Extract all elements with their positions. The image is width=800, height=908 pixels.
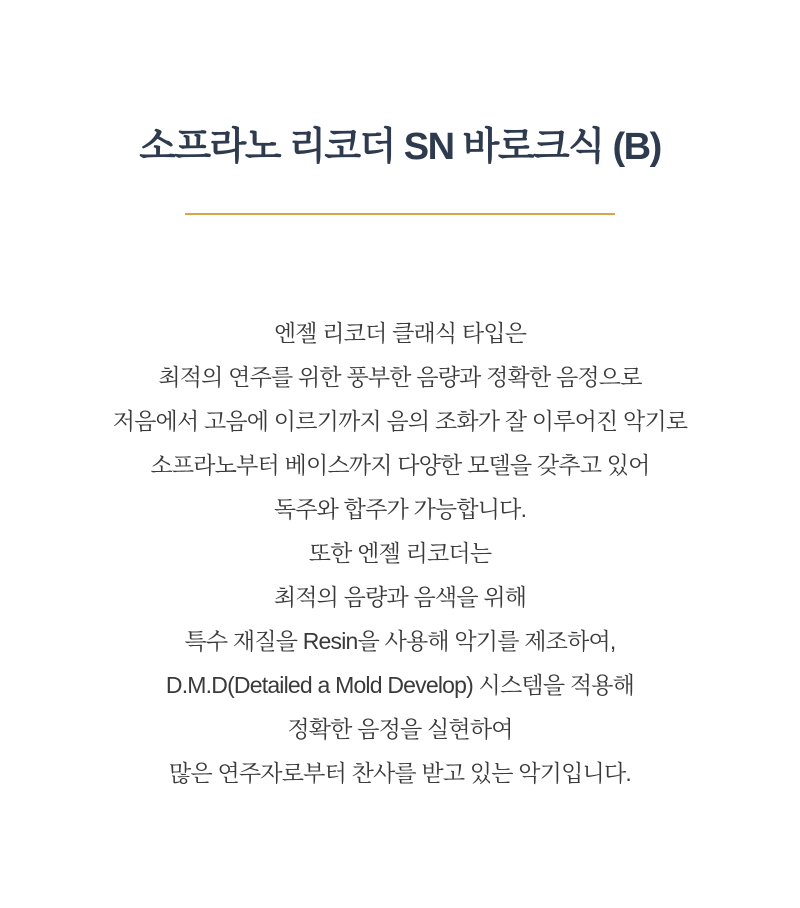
description-line: D.M.D(Detailed a Mold Develop) 시스템을 적용해 <box>165 671 635 698</box>
description-line: 정확한 음정을 실현하여 <box>287 715 513 742</box>
title-underline-divider <box>185 213 615 215</box>
description-line: 최적의 음량과 음색을 위해 <box>273 583 527 610</box>
description-line: 독주와 합주가 가능합니다. <box>273 495 527 522</box>
description-line: 특수 재질을 Resin을 사용해 악기를 제조하여, <box>184 627 616 654</box>
description-line: 소프라노부터 베이스까지 다양한 모델을 갖추고 있어 <box>150 451 650 478</box>
page-title: 소프라노 리코더 SN 바로크식 (B) <box>139 126 661 169</box>
description-line: 많은 연주자로부터 찬사를 받고 있는 악기입니다. <box>169 759 631 786</box>
description-line: 저음에서 고음에 이르기까지 음의 조화가 잘 이루어진 악기로 <box>112 407 688 434</box>
description-line: 또한 엔젤 리코더는 <box>308 539 492 566</box>
product-description <box>0 311 800 795</box>
title-block <box>139 100 661 215</box>
description-line: 엔젤 리코더 클래식 타입은 <box>273 319 527 346</box>
description-line: 최적의 연주를 위한 풍부한 음량과 정확한 음정으로 <box>158 363 642 390</box>
